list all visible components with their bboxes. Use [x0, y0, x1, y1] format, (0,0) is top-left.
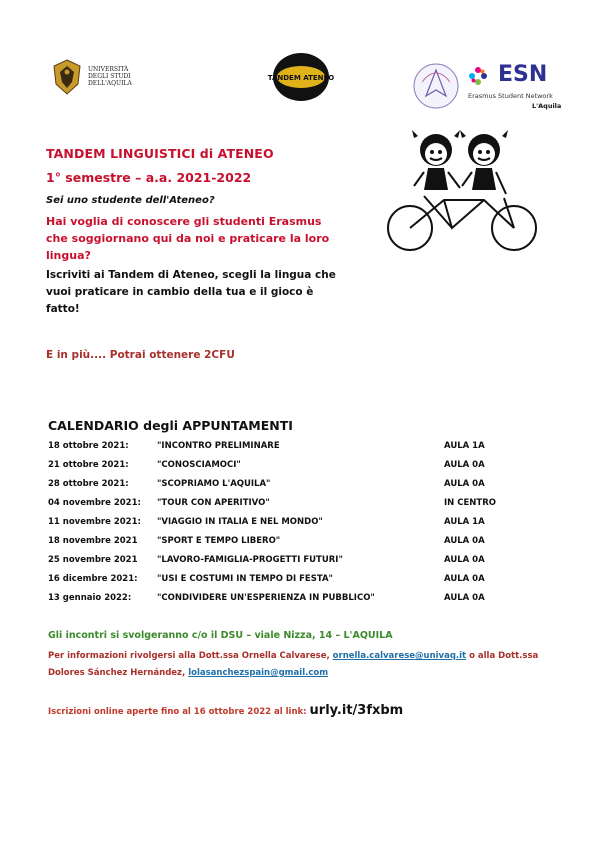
- event-room: AULA 0A: [444, 536, 485, 546]
- event-date: 21 ottobre 2021:: [48, 460, 129, 470]
- event-date: 04 novembre 2021:: [48, 498, 141, 508]
- calendar-title: CALENDARIO degli APPUNTAMENTI: [48, 418, 293, 433]
- event-room: AULA 0A: [444, 460, 485, 470]
- event-room: AULA 0A: [444, 593, 485, 603]
- university-name-line3: DELL'AQUILA: [88, 80, 132, 87]
- contact-info: [48, 648, 558, 682]
- university-name-line1: UNIVERSITÀ: [88, 66, 129, 73]
- enrollment-text: Iscrizioni online aperte fino al 16 ottobre 2022 al link:: [48, 707, 307, 717]
- page-title: TANDEM LINGUISTICI di ATENEO: [46, 146, 274, 161]
- event-room: AULA 0A: [444, 574, 485, 584]
- event-room: IN CENTRO: [444, 498, 496, 508]
- tandem-ateneo-logo: [267, 52, 335, 102]
- intro-call-to-action: Iscriviti ai Tandem di Ateneo, scegli la lingua che vuoi praticare in cambio della tua e il gioco è fatto!: [46, 269, 336, 315]
- event-title: "CONOSCIAMOCI": [157, 460, 241, 470]
- event-room: AULA 0A: [444, 555, 485, 565]
- event-title: "CONDIVIDERE UN'ESPERIENZA IN PUBBLICO": [157, 593, 375, 603]
- university-logo: [50, 58, 160, 98]
- event-room: AULA 1A: [444, 517, 485, 527]
- email-link-sanchez[interactable]: lolasanchezspain@gmail.com: [188, 668, 329, 678]
- event-title: "VIAGGIO IN ITALIA E NEL MONDO": [157, 517, 323, 527]
- event-room: AULA 1A: [444, 441, 485, 451]
- event-date: 13 gennaio 2022:: [48, 593, 132, 603]
- event-date: 18 ottobre 2021:: [48, 441, 129, 451]
- meeting-location: Gli incontri si svolgeranno c/o il DSU – viale Nizza, 14 – L'AQUILA: [48, 630, 393, 641]
- calendar-row: [48, 441, 568, 459]
- intro-question-1: Sei uno studente dell'Ateneo?: [46, 195, 215, 206]
- event-date: 28 ottobre 2021:: [48, 479, 129, 489]
- calendar-row: [48, 593, 568, 611]
- enrollment-info: [48, 703, 403, 718]
- esn-subtitle: Erasmus Student Network: [468, 92, 553, 100]
- event-date: 16 dicembre 2021:: [48, 574, 138, 584]
- esn-city: L'Aquila: [532, 102, 562, 110]
- calendar-row: [48, 479, 568, 497]
- event-date: 11 novembre 2021:: [48, 517, 141, 527]
- tandem-bicycle-illustration-icon: [384, 128, 539, 258]
- calendar-row: [48, 555, 568, 573]
- esn-logo: [412, 60, 562, 116]
- university-name-line2: DEGLI STUDI: [88, 73, 131, 80]
- event-title: "LAVORO-FAMIGLIA-PROGETTI FUTURI": [157, 555, 343, 565]
- event-title: "SCOPRIAMO L'AQUILA": [157, 479, 271, 489]
- calendar-row: [48, 536, 568, 554]
- event-date: 18 novembre 2021: [48, 536, 138, 546]
- email-link-calvarese[interactable]: ornella.calvarese@univaq.it: [332, 651, 467, 661]
- eagle-seal-icon: [50, 58, 84, 96]
- event-title: "TOUR CON APERITIVO": [157, 498, 270, 508]
- event-title: "SPORT E TEMPO LIBERO": [157, 536, 281, 546]
- event-title: "USI E COSTUMI IN TEMPO DI FESTA": [157, 574, 333, 584]
- enrollment-link[interactable]: urly.it/3fxbm: [309, 703, 404, 718]
- esn-wordmark: ESN: [498, 62, 548, 87]
- calendar-row: [48, 498, 568, 516]
- tandem-logo-text: TANDEM ATENEO: [267, 74, 335, 82]
- event-date: 25 novembre 2021: [48, 555, 138, 565]
- contact-prefix: Per informazioni rivolgersi alla Dott.ssa Ornella Calvarese,: [48, 651, 330, 661]
- contact-mid: o alla Dott.ssa Dolores Sánchez Hernández,: [48, 651, 539, 678]
- event-title: "INCONTRO PRELIMINARE: [157, 441, 280, 451]
- calendar-row: [48, 574, 568, 592]
- calendar-row: [48, 517, 568, 535]
- event-room: AULA 0A: [444, 479, 485, 489]
- bonus-credits: E in più.... Potrai ottenere 2CFU: [46, 349, 235, 361]
- intro-question-2: Hai voglia di conoscere gli studenti Erasmus che soggiornano qui da noi e praticare la loro lingua?: [46, 215, 330, 262]
- semester-subtitle: 1° semestre – a.a. 2021-2022: [46, 170, 252, 185]
- calendar-row: [48, 460, 568, 478]
- tandem-badge-icon: [267, 52, 335, 102]
